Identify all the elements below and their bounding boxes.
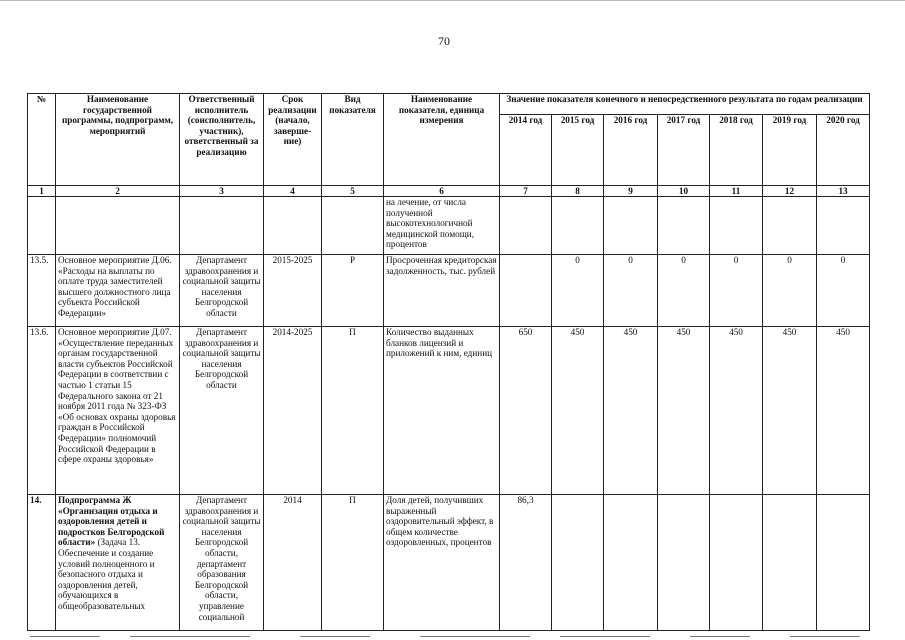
page-number: 70 — [438, 34, 450, 48]
row-name: Основное мероприятие Д.07. «Осуществление переданных органам государственной власти субъектов Российской Федерации в соответствии с частью 1 статьи 15 Федерального закона от 21 ноября 2011 года № 323-ФЗ «Об основах охраны здоровья граждан в Российской Федерации» полномочий Российской Федерации в сфере охраны здоровья» — [56, 327, 180, 495]
row-indicator: Доля детей, получивших выраженный оздоровительный эффект, в общем количестве оздоровленных, процентов — [384, 495, 500, 631]
header-year: 2019 год — [763, 115, 817, 186]
row-value: 450 — [710, 327, 763, 495]
row-term: 2014-2025 — [264, 327, 322, 495]
column-number: 12 — [763, 186, 817, 197]
row-type — [322, 197, 384, 255]
header-year: 2015 год — [552, 115, 604, 186]
row-name — [56, 197, 180, 255]
row-value — [658, 495, 710, 631]
row-value: 0 — [658, 255, 710, 327]
row-term — [264, 197, 322, 255]
row-value: 450 — [658, 327, 710, 495]
row-name-bold: Подпрограмма Ж «Организация отдыха и оздоровления детей и подростков Белгородской области» — [58, 495, 165, 548]
column-number: 9 — [604, 186, 658, 197]
header-no: № — [28, 94, 56, 186]
row-value — [604, 495, 658, 631]
header-year: 2018 год — [710, 115, 763, 186]
scan-mark — [790, 636, 860, 637]
row-value — [710, 197, 763, 255]
row-value: 0 — [710, 255, 763, 327]
header-year: 2014 год — [500, 115, 552, 186]
row-value — [817, 197, 870, 255]
header-name: Наименование государственной программы, подпрограмм, мероприятий — [56, 94, 180, 186]
row-value: 86,3 — [500, 495, 552, 631]
header-year: 2017 год — [658, 115, 710, 186]
scan-mark — [690, 636, 750, 637]
table-row — [28, 495, 870, 631]
scan-mark — [420, 636, 530, 637]
header-values: Значение показателя конечного и непосредственного результата по годам реализации — [500, 94, 870, 115]
row-no: 13.5. — [28, 255, 56, 327]
row-indicator: Просроченная кредиторская задолженность, тыс. рублей — [384, 255, 500, 327]
column-number: 10 — [658, 186, 710, 197]
row-no: 13.6. — [28, 327, 56, 495]
column-number: 6 — [384, 186, 500, 197]
indicators-table-wrap — [27, 93, 870, 631]
row-no — [28, 197, 56, 255]
row-name-cell — [56, 495, 180, 631]
row-value — [763, 495, 817, 631]
row-value — [817, 495, 870, 631]
table-row — [28, 197, 870, 255]
column-number: 7 — [500, 186, 552, 197]
header-year: 2016 год — [604, 115, 658, 186]
header-term: Срок реализации (начало, заверше-ние) — [264, 94, 322, 186]
table-row — [28, 255, 870, 327]
row-value — [552, 197, 604, 255]
header-responsible: Ответственный исполнитель (соисполнитель, участник), ответственный за реализацию — [180, 94, 264, 186]
row-name: Основное мероприятие Д.06. «Расходы на выплаты по оплате труда заместителей высшего должностного лица субъекта Российской Федерации» — [56, 255, 180, 327]
row-value: 0 — [604, 255, 658, 327]
header-type: Вид показателя — [322, 94, 384, 186]
column-number: 11 — [710, 186, 763, 197]
column-number: 4 — [264, 186, 322, 197]
row-value — [763, 197, 817, 255]
scan-mark — [30, 636, 100, 637]
row-value — [500, 255, 552, 327]
row-responsible: Департамент здравоохранения и социальной защиты населения Белгородской области — [180, 255, 264, 327]
row-indicator: Количество выданных бланков лицензий и приложений к ним, единиц — [384, 327, 500, 495]
row-responsible: Департамент здравоохранения и социальной защиты населения Белгородской области, департамент образования Белгородской области, управление социальной — [180, 495, 264, 631]
scan-mark — [130, 636, 250, 637]
row-value: 450 — [552, 327, 604, 495]
scan-mark — [560, 636, 650, 637]
row-value — [710, 495, 763, 631]
row-type: П — [322, 495, 384, 631]
row-value: 450 — [817, 327, 870, 495]
column-number: 3 — [180, 186, 264, 197]
row-value — [552, 495, 604, 631]
column-numbers-row — [28, 186, 870, 197]
row-type: Р — [322, 255, 384, 327]
row-value: 650 — [500, 327, 552, 495]
column-number: 5 — [322, 186, 384, 197]
column-number: 8 — [552, 186, 604, 197]
row-name: (Задача 13. Обеспечение и создание условий полноценного и безопасного отдыха и оздоровления детей, обучающихся в общеобразовательных — [58, 537, 155, 611]
column-number: 2 — [56, 186, 180, 197]
row-value — [658, 197, 710, 255]
scan-mark — [300, 636, 370, 637]
row-value — [604, 197, 658, 255]
row-value: 0 — [552, 255, 604, 327]
header-year: 2020 год — [817, 115, 870, 186]
row-value: 0 — [763, 255, 817, 327]
row-value: 450 — [763, 327, 817, 495]
scan-edge-top — [0, 0, 905, 1]
row-responsible: Департамент здравоохранения и социальной защиты населения Белгородской области — [180, 327, 264, 495]
row-term: 2015-2025 — [264, 255, 322, 327]
row-type: П — [322, 327, 384, 495]
table-row — [28, 327, 870, 495]
row-responsible — [180, 197, 264, 255]
row-value: 0 — [817, 255, 870, 327]
row-value: 450 — [604, 327, 658, 495]
row-term: 2014 — [264, 495, 322, 631]
column-number: 1 — [28, 186, 56, 197]
row-indicator: на лечение, от числа полученной высокотехнологичной медицинской помощи, процентов — [384, 197, 500, 255]
row-no: 14. — [28, 495, 56, 631]
row-value — [500, 197, 552, 255]
header-indicator: Наименование показателя, единица измерения — [384, 94, 500, 186]
indicators-table — [27, 93, 870, 631]
column-number: 13 — [817, 186, 870, 197]
